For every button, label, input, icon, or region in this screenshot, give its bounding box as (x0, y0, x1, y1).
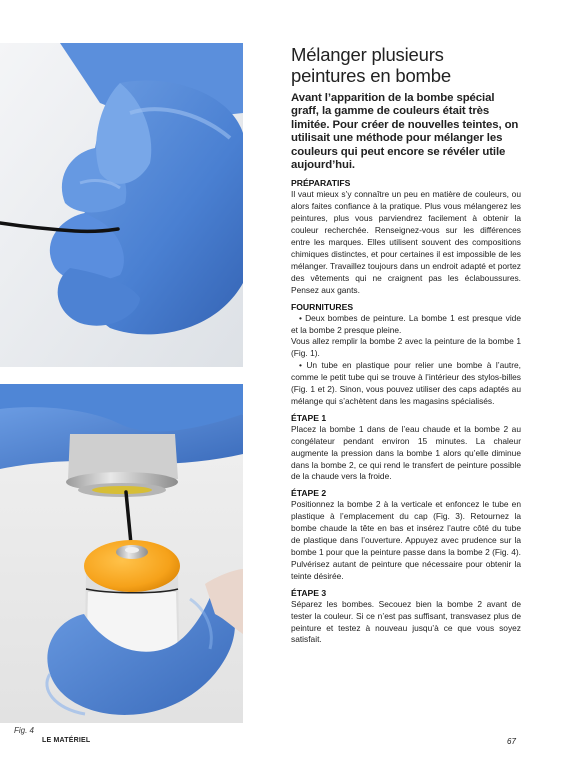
section-text-etape-1: Placez la bombe 1 dans de l’eau chaude et la bombe 2 au congélateur pendant environ 15 minutes. La chaleur augmente la pression dans la bombe 1 alors qu’elle diminue dans la bombe 2, ce qui rend le transfert de peinture possible de la chaude vers la froide. (291, 423, 521, 482)
photo-spray-can-transfer-illustration (0, 384, 243, 723)
photo-gloved-hand-tube (0, 43, 243, 367)
figure-caption: Fig. 4 (14, 726, 35, 735)
fournitures-text-1: Vous allez remplir la bombe 2 avec la peinture de la bombe 1 (Fig. 1). (291, 336, 521, 359)
section-heading-etape-3: ÉTAPE 3 (291, 587, 327, 598)
photo-spray-can-transfer (0, 384, 243, 723)
fournitures-bullet-1: • Deux bombes de peinture. La bombe 1 est presque vide et la bombe 2 presque pleine. (291, 312, 521, 335)
photo-gloved-hand-tube-illustration (0, 43, 243, 367)
section-text-etape-3: Séparez les bombes. Secouez bien la bombe 2 avant de tester la couleur. Si ce n’est pas suffisant, transvasez plus de peinture et testez à nouveau jusqu’à ce que vous soyez satisfait. (291, 598, 521, 645)
article-title: Mélanger plusieurs peintures en bombe (291, 44, 451, 86)
section-heading-etape-1: ÉTAPE 1 (291, 412, 327, 423)
section-heading-fournitures: FOURNITURES (291, 301, 354, 312)
page-number: 67 (507, 737, 516, 746)
footer-section-title: LE MATÉRIEL (42, 737, 91, 744)
section-heading-etape-2: ÉTAPE 2 (291, 488, 327, 499)
section-text-etape-2: Positionnez la bombe 2 à la verticale et enfoncez le tube en plastique à l’emplacement du cap (Fig. 3). Retournez la bombe chaude la tête en bas et insérez l’autre côté du tube de plastique dans l’ouverture. Appuyez avec prudence sur la bombe 1 pour que la peinture passe dans la bombe 2 (Fig. 4). Pulvérisez autant de peinture que nécessaire pour obtenir la teinte désirée. (291, 499, 521, 581)
article-lead: Avant l’apparition de la bombe spécial graff, la gamme de couleurs était très limitée. Pour créer de nouvelles teintes, on utilisait une méthode pour mélanger les couleurs qui peut encore se révéler utile aujourd’hui. (291, 92, 519, 172)
section-heading-preparatifs: PRÉPARATIFS (291, 178, 351, 189)
article (291, 44, 521, 646)
section-text-preparatifs: Il vaut mieux s’y connaître un peu en matière de couleurs, ou alors faites confiance à la pratique. Plus vous mélangerez les peintures, plus vous parviendrez facilement à obtenir la couleur recherchée. Renseignez-vous sur les différences entre les marques. Elles utilisent souvent des compositions chimiques distinctes, et pour certaines il est impossible de les mélanger. Travaillez toujours dans un endroit adapté et portez des vêtements qui ne craignent pas les éclaboussures. Pensez aux gants. (291, 189, 521, 295)
fournitures-bullet-2: • Un tube en plastique pour relier une bombe à l’autre, comme le petit tube qui se trouve à l’intérieur des stylos-billes (Fig. 1 et 2). Sinon, vous pouvez utiliser des caps adaptés au mélange qui s’achètent dans les magasins spécialisés. (291, 360, 521, 406)
